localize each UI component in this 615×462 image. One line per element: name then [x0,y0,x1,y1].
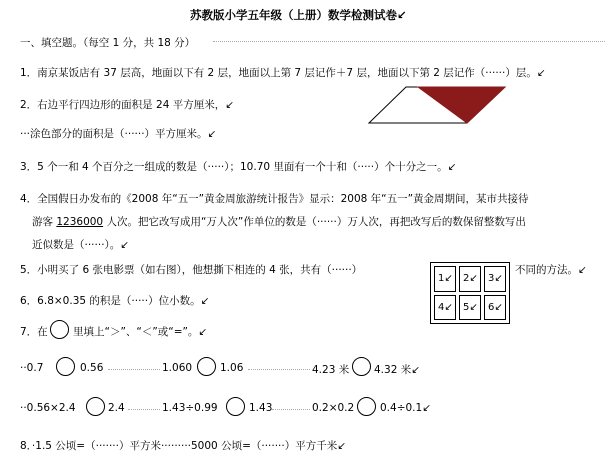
dotted-gap [128,409,160,410]
question-4-line-1: 4．全国假日办发布的《2008 年“五一”黄金周旅游统计报告》显示：2008 年“五一”黄金周期间，某市共接待 [20,193,529,205]
parallelogram-figure [368,86,506,124]
dotted-gap [272,409,310,410]
comparison-circle[interactable] [56,357,75,376]
comparison-circle[interactable] [226,397,245,416]
ticket-grid [430,262,510,324]
question-7-pre: 7．在 [20,326,48,338]
question-2-line-1: 2．右边平行四边形的面积是 24 平方厘米，↙ [20,99,235,111]
question-1: 1．南京某饭店有 37 层高，地面以下有 2 层，地面以上第 7 层记作＋7 层，地面以下第 2 层记作（······）层。↙ [20,67,546,79]
shaded-triangle [418,87,505,123]
comparison-circle[interactable] [357,397,376,416]
question-8: 8．·1.5 公顷=（·······）平方米·········5000 公顷=（·······）平方千米↙ [20,440,347,452]
page-title: 苏教版小学五年级（上册）数学检测试卷↙ [190,8,407,22]
compare-row1-e: 4.23 米 [312,364,350,376]
ticket-cell: 4↙ [434,295,456,321]
q4-visitor-number: 1236000 [56,216,104,228]
compare-row2-a: ··0.56×2.4 [20,402,76,414]
question-4-line-2 [32,214,526,229]
comparison-circle[interactable] [197,357,216,376]
compare-row2-f: 0.4÷0.1↙ [380,402,431,414]
ticket-cell: 6↙ [484,295,506,321]
section-heading: 一、填空题。（每空 1 分，共 18 分） [20,37,196,49]
section-dotted-rule [213,41,605,42]
compare-row2-c: 1.43÷0.99 [162,402,218,414]
question-7-post: 里填上“＞”、“＜”或“=”。↙ [73,326,208,338]
ticket-cell: 5↙ [459,295,481,321]
compare-row1-d: 1.06 [220,362,244,374]
comparison-circle[interactable] [50,320,69,339]
ticket-cell: 1↙ [434,266,456,292]
ticket-cell: 2↙ [459,266,481,292]
compare-row2-e: 0.2×0.2 [312,402,355,414]
compare-row2-d: 1.43 [249,402,273,414]
compare-row2-b: 2.4 [108,402,125,414]
comparison-circle[interactable] [86,397,105,416]
question-3: 3．5 个一和 4 个百分之一组成的数是（·····）；10.70 里面有一个十和（·····）个十分之一。↙ [20,161,457,173]
question-4-line-3: 近似数是（······）。↙ [32,239,130,251]
compare-row1-b: 0.56 [80,362,104,374]
question-5: 5．小明买了 6 张电影票（如右图），他想撕下相连的 4 张，共有（······） [20,264,363,276]
compare-row1-a: ··0.7 [20,362,44,374]
dotted-gap [248,369,310,370]
compare-row1-f: 4.32 米↙ [374,364,421,376]
q4-text-post: 人次。把它改写成用“万人次”作单位的数是（······）万人次，再把改写后的数保留整数写出 [103,216,526,228]
ticket-cell: 3↙ [484,266,506,292]
comparison-circle[interactable] [352,357,371,376]
compare-row1-c: 1.060 [162,362,193,374]
question-2-line-2: ···涂色部分的面积是（······）平方厘米。↙ [20,128,217,140]
question-6: 6．6.8×0.35 的积是（·····）位小数。↙ [20,295,210,307]
dotted-gap [108,369,160,370]
question-5-tail: 不同的方法。↙ [515,264,587,276]
q4-text-pre: 游客 [32,216,57,228]
